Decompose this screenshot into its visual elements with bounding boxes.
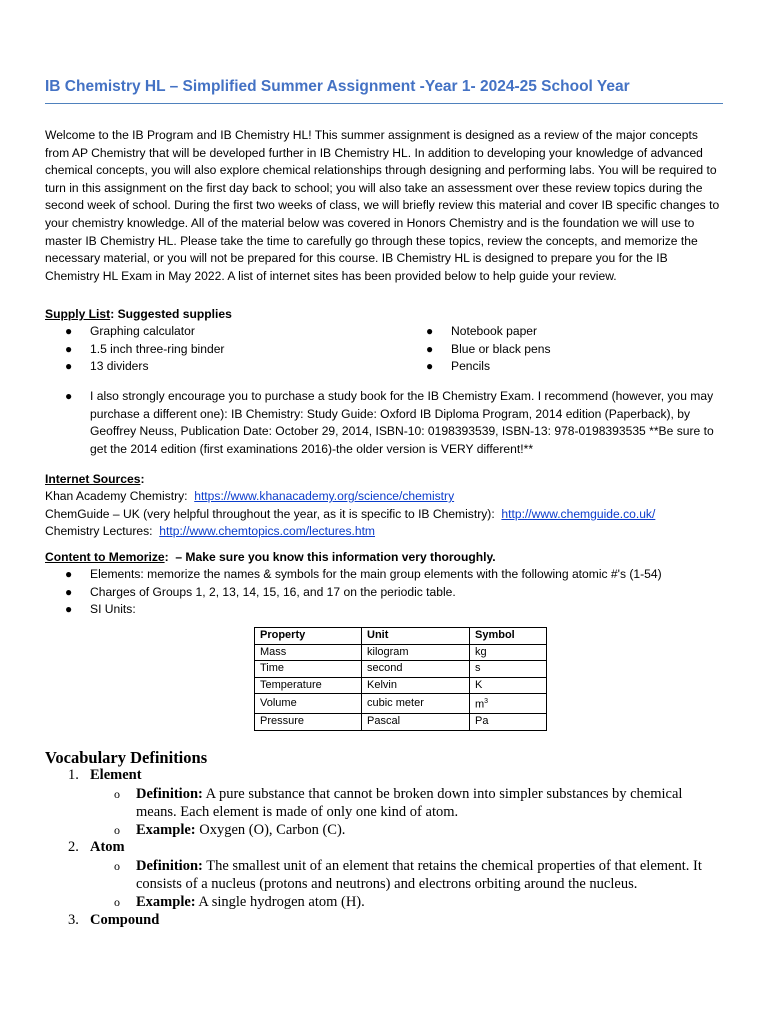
supply-heading-label: Supply List xyxy=(45,307,111,321)
table-cell: second xyxy=(362,661,470,678)
column-header: Unit xyxy=(362,628,470,645)
table-row xyxy=(255,661,547,678)
term-definition: o Definition: The smallest unit of an element that retains the chemical properties of that element. It consists of a nucleus (protons and neutrons) and electrons orbiting around the nucleus. xyxy=(114,858,702,892)
vocab-term: 1. Element xyxy=(68,767,142,783)
table-header-row xyxy=(255,628,547,645)
column-header: Property xyxy=(255,628,362,645)
supply-list-right xyxy=(406,323,551,376)
bullet-icon: ● xyxy=(65,584,73,599)
circle-bullet-icon: o xyxy=(114,859,120,873)
supply-list-left xyxy=(45,323,224,376)
source-chemtopics: Chemistry Lectures: http://www.chemtopics.com/lectures.htm xyxy=(45,524,376,538)
table-cell: Time xyxy=(255,661,362,678)
list-item: ● 13 dividers xyxy=(45,358,224,376)
source-khan: Khan Academy Chemistry: https://www.khanacademy.org/science/chemistry xyxy=(45,489,455,503)
term-example: o Example: A single hydrogen atom (H). xyxy=(114,894,365,910)
table-cell: Pressure xyxy=(255,714,362,731)
column-header: Symbol xyxy=(470,628,547,645)
table-cell: $m^3$ xyxy=(470,694,547,714)
study-book-text: I also strongly encourage you to purchase a study book for the IB Chemistry Exam. I recommend (however, you may purchase a different one): IB Chemistry: Study Guide: Oxford IB Diploma Program, 2014 edition (Paperback), by Geoffrey Neuss, Publication Date: October 29, 2014, ISBN-10: 0198393539, ISBN-13: 978-0198393535 **Be sure to get the 2014 edition (first examinations 2016)-the older version is VERY different!** xyxy=(90,389,714,456)
table-cell: cubic meter xyxy=(362,694,470,714)
table-cell: Volume xyxy=(255,694,362,714)
page-title: IB Chemistry HL – Simplified Summer Assignment -Year 1- 2024-25 School Year xyxy=(45,78,630,95)
table-cell: Mass xyxy=(255,644,362,661)
table-cell: kg xyxy=(470,644,547,661)
table-cell: s xyxy=(470,661,547,678)
bullet-icon: ● xyxy=(426,341,434,356)
supply-heading xyxy=(45,307,232,321)
bullet-icon: ● xyxy=(65,341,73,356)
list-item: ● Blue or black pens xyxy=(406,341,551,359)
term-example: o Example: Oxygen (O), Carbon (C). xyxy=(114,822,346,838)
list-item: ● Charges of Groups 1, 2, 13, 14, 15, 16, and 17 on the periodic table. xyxy=(45,584,662,602)
memorize-heading-rest: : – Make sure you know this information very thoroughly. xyxy=(164,550,496,564)
circle-bullet-icon: o xyxy=(114,787,120,801)
term-name: Element xyxy=(90,767,142,783)
list-item: ● Pencils xyxy=(406,358,551,376)
circle-bullet-icon: o xyxy=(114,895,120,909)
source-chemguide: ChemGuide – UK (very helpful throughout the year, as it is specific to IB Chemistry): http://www.chemguide.co.uk/ xyxy=(45,507,656,521)
table-row xyxy=(255,714,547,731)
vocab-term: 3. Compound xyxy=(68,912,160,928)
internet-heading-rest: : xyxy=(140,472,145,486)
bullet-icon: ● xyxy=(426,324,434,338)
table-cell: Pa xyxy=(470,714,547,731)
memorize-heading xyxy=(45,550,496,564)
bullet-icon: ● xyxy=(65,389,73,403)
term-definition: o Definition: A pure substance that cannot be broken down into simpler substances by chemical means. Each element is made of only one kind of atom. xyxy=(114,786,683,820)
internet-heading-label: Internet Sources xyxy=(45,472,141,486)
term-name: Compound xyxy=(90,912,160,928)
list-item: ● 1.5 inch three-ring binder xyxy=(45,341,224,359)
internet-sources-heading xyxy=(45,472,144,486)
bullet-icon: ● xyxy=(426,359,434,374)
table-cell: kilogram xyxy=(362,644,470,661)
table-cell: Temperature xyxy=(255,677,362,694)
memorize-heading-label: Content to Memorize xyxy=(45,550,165,564)
superscript: 3 xyxy=(484,698,489,705)
memorize-list xyxy=(45,566,662,619)
bullet-icon: ● xyxy=(65,359,73,374)
table-row xyxy=(255,644,547,661)
list-item: ● Elements: memorize the names & symbols for the main group elements with the following atomic #'s (1-54) xyxy=(45,566,662,584)
table-row xyxy=(255,677,547,694)
list-item: ● SI Units: xyxy=(45,601,662,619)
table-cell: K xyxy=(470,677,547,694)
table-cell: Pascal xyxy=(362,714,470,731)
list-item: ● Notebook paper xyxy=(406,323,551,341)
bullet-icon: ● xyxy=(65,602,73,617)
vocab-heading: Vocabulary Definitions xyxy=(45,748,208,767)
khan-academy-link[interactable]: https://www.khanacademy.org/science/chemistry xyxy=(194,489,455,503)
supply-heading-rest: : Suggested supplies xyxy=(110,307,232,321)
bullet-icon: ● xyxy=(65,567,73,581)
study-book-note xyxy=(45,388,725,458)
term-name: Atom xyxy=(90,839,125,855)
bullet-icon: ● xyxy=(65,324,73,338)
table-row xyxy=(255,694,547,714)
circle-bullet-icon: o xyxy=(114,823,120,837)
chemtopics-link[interactable]: http://www.chemtopics.com/lectures.htm xyxy=(159,524,376,538)
list-item: ● Graphing calculator xyxy=(45,323,224,341)
table-cell: Kelvin xyxy=(362,677,470,694)
chemguide-link[interactable]: http://www.chemguide.co.uk/ xyxy=(501,507,656,521)
title-divider xyxy=(45,103,723,104)
si-units-table xyxy=(254,627,547,731)
vocab-term: 2. Atom xyxy=(68,839,125,855)
intro-paragraph: Welcome to the IB Program and IB Chemistry HL! This summer assignment is designed as a review of the major concepts from AP Chemistry that will be developed further in IB Chemistry HL. In addition to developing your knowledge of advanced chemical concepts, you will also explore chemical relationships through designing and performing labs. You will be required to turn in this assignment on the first day back to school; you will also take an assessment over these review topics during the second week of school. During the first two weeks of class, we will briefly review this material and cover IB specific changes to your chemistry knowledge. All of the material below was covered in Honors Chemistry and is the foundation we will use to master IB Chemistry HL. Please take the time to carefully go through these topics, review the concepts, and memorize the necessary material, or you will not be prepared for this course. IB Chemistry HL is designed to prepare you for the IB Chemistry HL Exam in May 2022. A list of internet sites has been provided below to help guide your review. xyxy=(45,128,720,283)
